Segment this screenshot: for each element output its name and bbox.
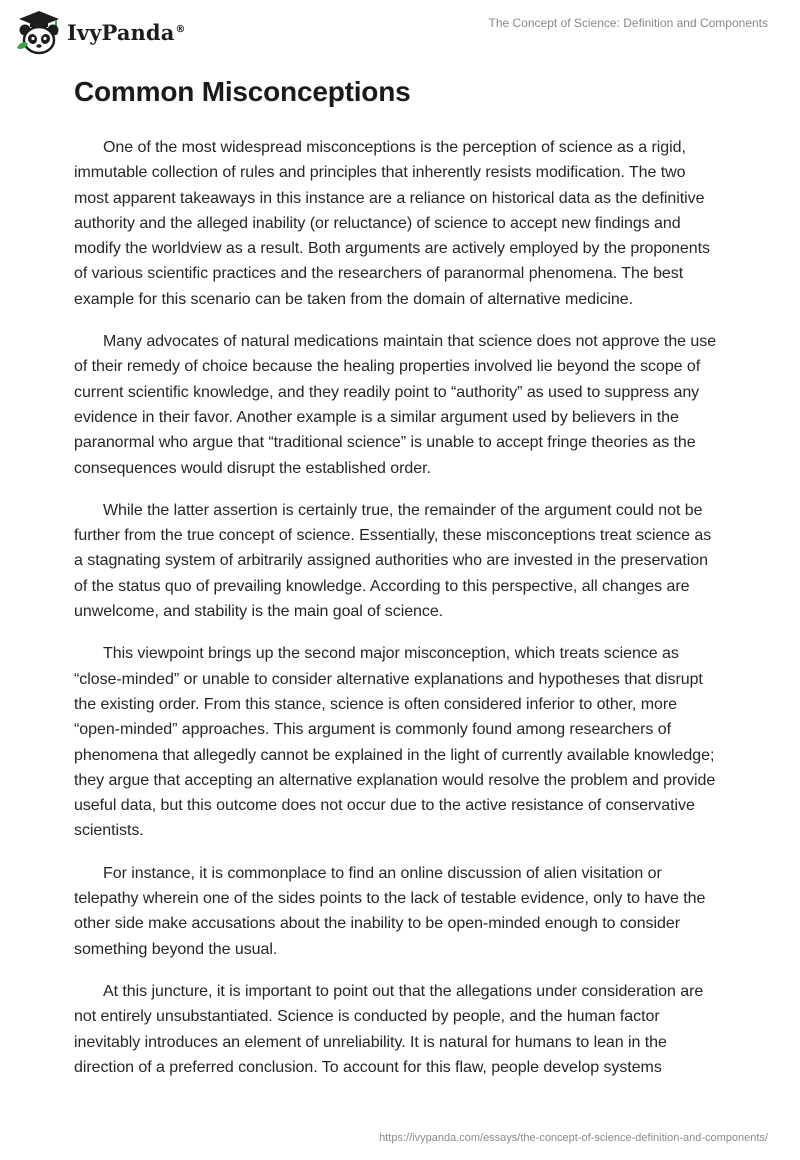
panda-logo-icon	[14, 8, 64, 56]
paragraph-3: While the latter assertion is certainly true, the remainder of the argument could not be further from the true concept of science. Essentially, these misconceptions treat science as a stagnating system of arbitrarily assigned authorities who are invested in the preservation of the status quo of prevailing knowledge. According to this perspective, all changes are unwelcome, and stability is the main goal of science.	[74, 501, 712, 621]
document-title: The Concept of Science: Definition and Components	[488, 16, 768, 30]
section-heading: Common Misconceptions	[74, 76, 411, 107]
ivypanda-logo[interactable]	[14, 8, 186, 56]
article-content	[74, 70, 724, 1097]
paragraph-1: One of the most widespread misconceptions is the perception of science as a rigid, immutable collection of rules and principles that inherently resists modification. The two most apparent takeaways in this instance are a reliance on historical data as the definitive authority and the alleged inability (or reluctance) of science to accept new findings and modify the worldview as a result. Both arguments are actively employed by the proponents of various scientific practices and the researchers of paranormal phenomena. The best example for this scenario can be taken from the domain of alternative medicine.	[74, 139, 710, 308]
registered-mark: ®	[175, 23, 186, 35]
paragraph-5: For instance, it is commonplace to find an online discussion of alien visitation or telepathy wherein one of the sides points to the lack of testable evidence, only to have the other side make accusations about the inability to be open-minded enough to consider something beyond the usual.	[74, 864, 706, 958]
paragraph-6: At this juncture, it is important to point out that the allegations under consideration are not entirely unsubstantiated. Science is conducted by people, and the human factor inevitably introduces an element of unreliability. It is natural for humans to lean in the direction of a preferred conclusion. To account for this flaw, people develop systems	[74, 982, 704, 1076]
paragraph-2: Many advocates of natural medications maintain that science does not approve the use of their remedy of choice because the healing properties involved lie beyond the scope of current scientific knowledge, and they readily point to “authority” as used to suppress any evidence in their favor. Another example is a similar argument used by believers in the paranormal who argue that “traditional science” is unable to accept fringe theories as the consequences would disrupt the established order.	[74, 333, 717, 477]
paragraph-4: This viewpoint brings up the second major misconception, which treats science as “close-minded” or unable to consider alternative explanations and hypotheses that disrupt the existing order. From this stance, science is often considered inferior to other, more “open-minded” approaches. This argument is commonly found among researchers of phenomena that allegedly cannot be explained in the light of currently available knowledge; they argue that accepting an alternative explanation would resolve the problem and provide useful data, but this outcome does not occur due to the active resistance of conservative scientists.	[74, 645, 716, 840]
brand-name: IvyPanda®	[67, 19, 186, 45]
page-header	[0, 0, 800, 64]
source-url[interactable]: https://ivypanda.com/essays/the-concept-of-science-definition-and-components/	[379, 1132, 768, 1144]
